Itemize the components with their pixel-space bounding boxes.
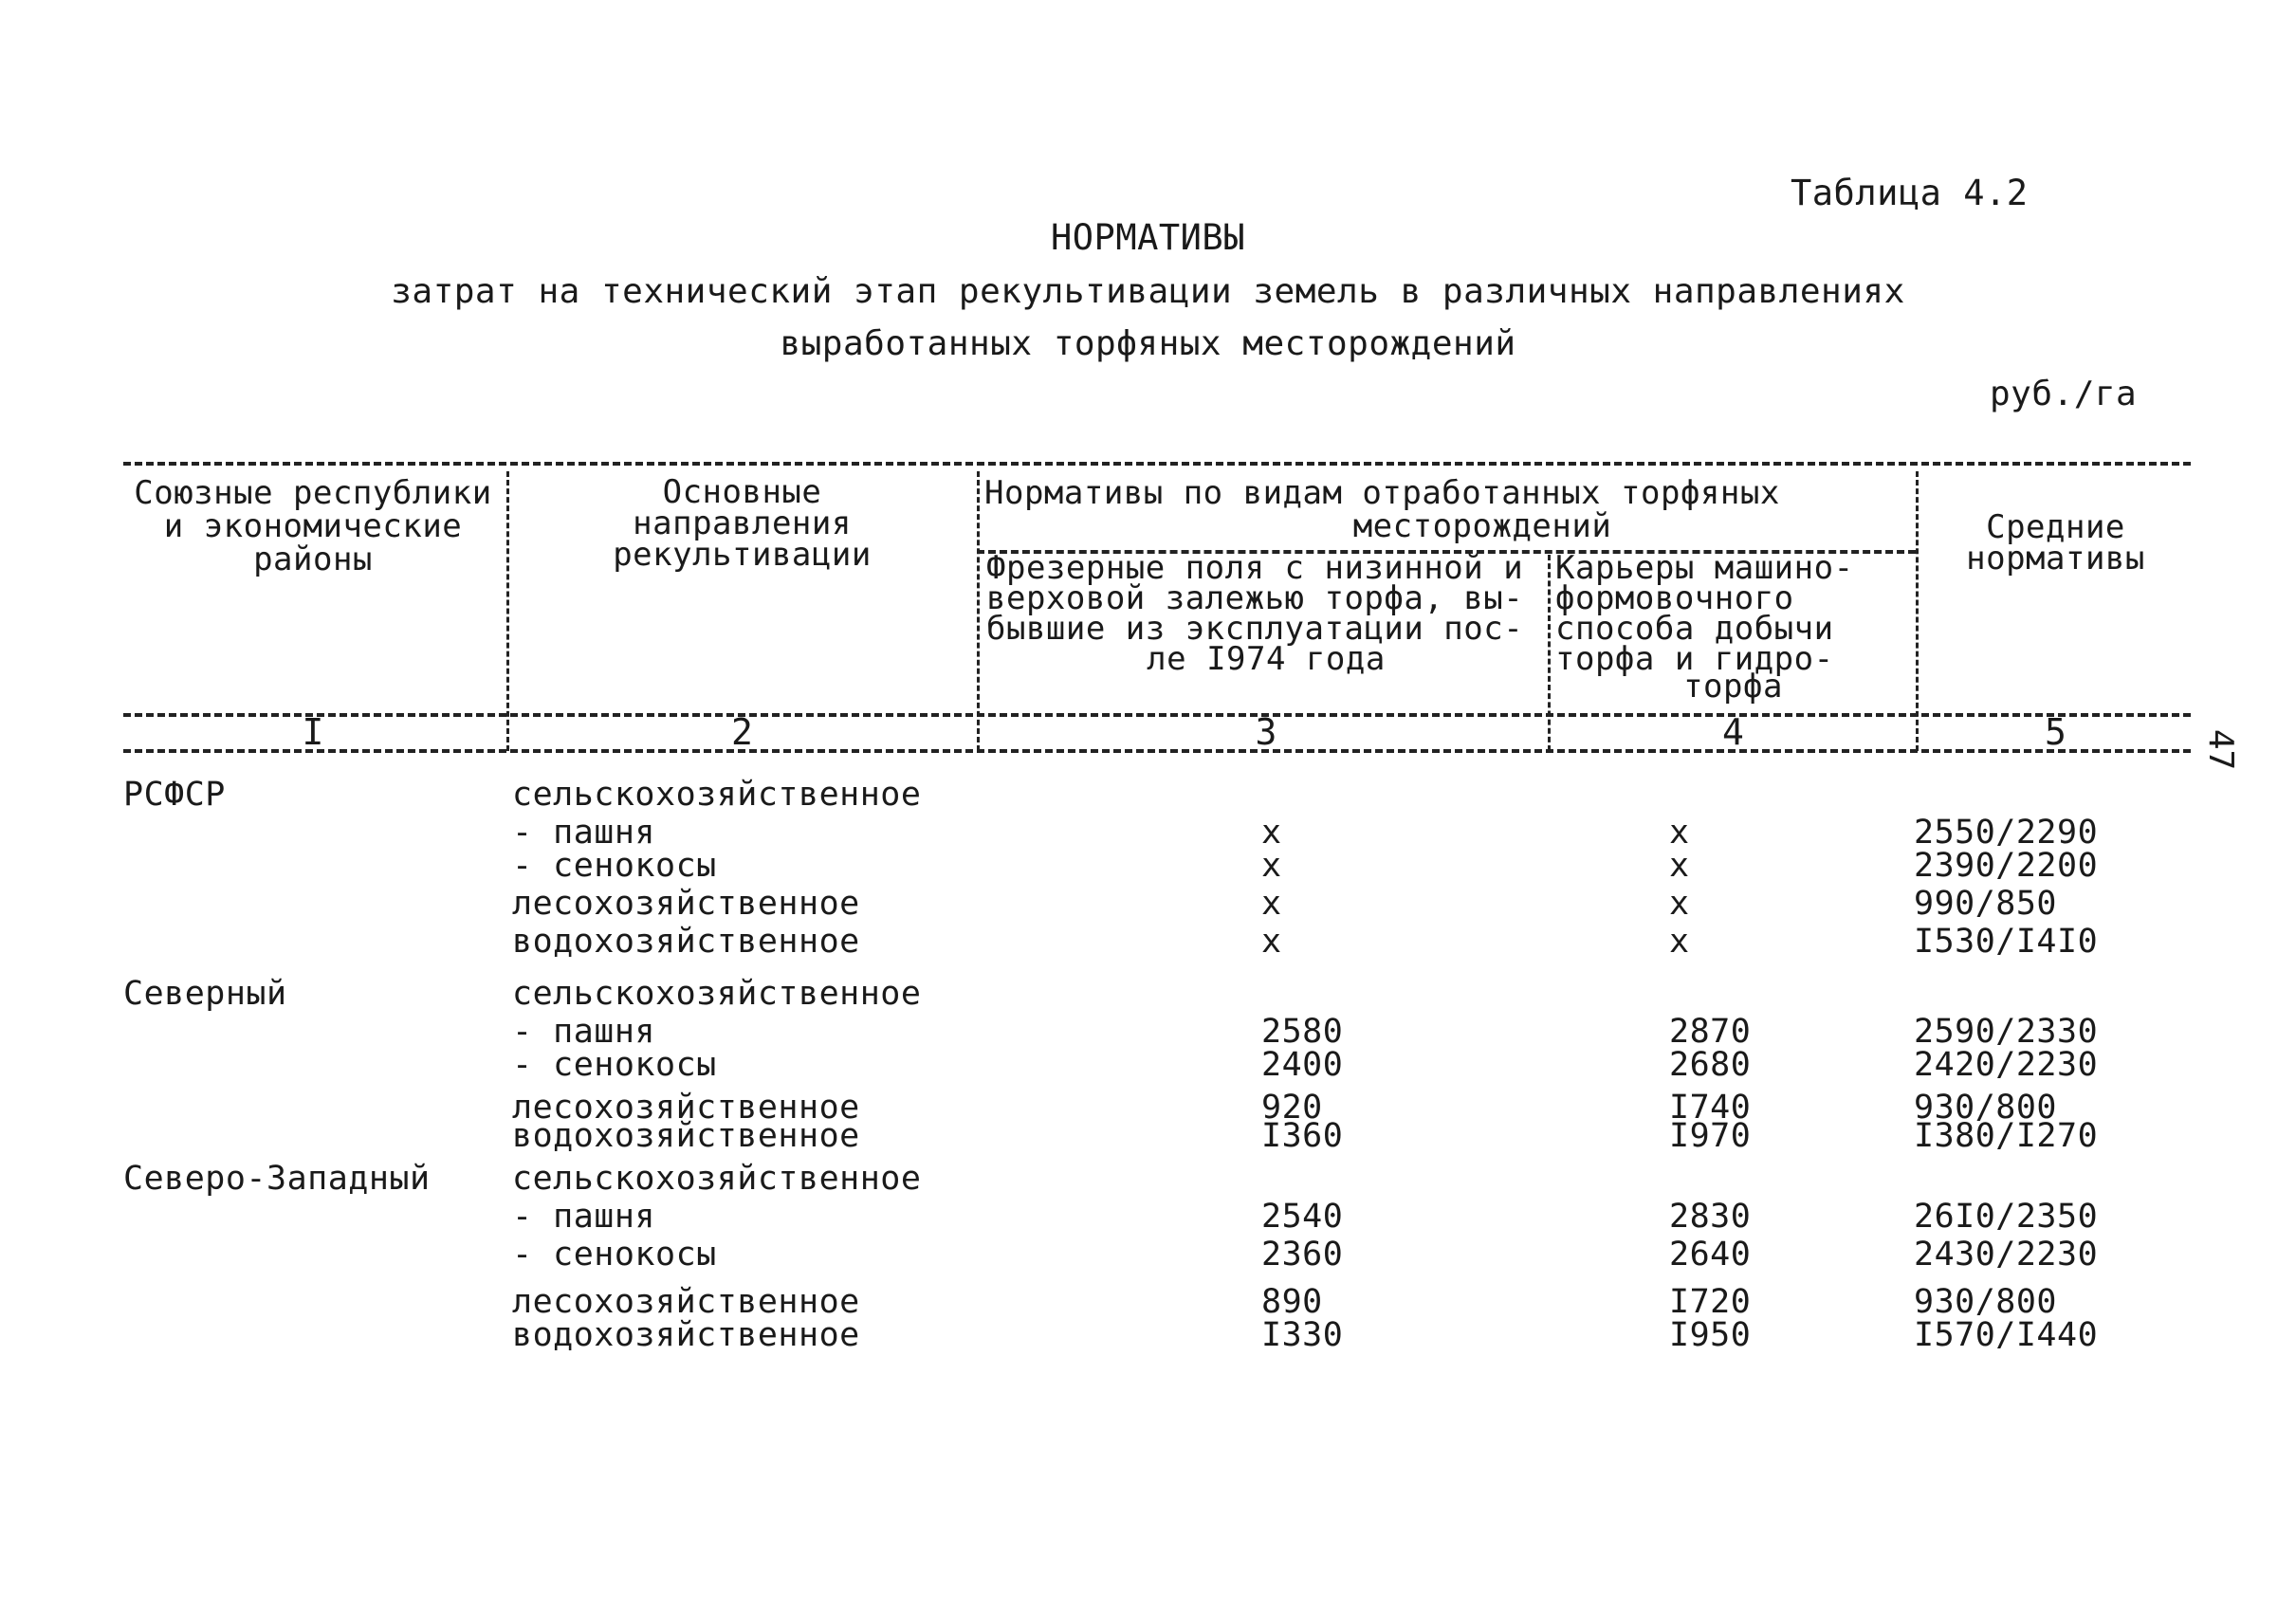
cell-direction: - пашня	[512, 1013, 656, 1051]
header-group	[984, 474, 1914, 545]
cell-value-col5: 2590/2330	[1914, 1013, 2099, 1051]
page-number: 47	[2201, 728, 2241, 771]
cell-value-col3: 2580	[1261, 1013, 1344, 1051]
header-col1-line: и экономические	[163, 507, 463, 545]
table-row	[0, 1119, 2296, 1153]
cell-value-col4: I740	[1669, 1089, 1752, 1127]
table-row	[0, 1015, 2296, 1049]
table-row	[0, 778, 2296, 812]
header-col4-line: торфа	[1683, 668, 1783, 706]
header-col5-line: Средние	[1986, 508, 2125, 546]
table-row	[0, 849, 2296, 883]
cell-value-col4: х	[1669, 814, 1690, 852]
header-col1-line: Союзные республики	[134, 474, 492, 512]
cell-value-col5: I380/I270	[1914, 1117, 2099, 1155]
cell-value-col5: I530/I4I0	[1914, 923, 2099, 961]
column-number-3: 3	[1255, 711, 1277, 753]
column-number-5: 5	[2045, 711, 2066, 753]
document-title: НОРМАТИВЫ	[1051, 217, 1245, 258]
cell-value-col5: 930/800	[1914, 1089, 2058, 1127]
header-col4-line: формовочного	[1555, 579, 1794, 617]
column-number-4: 4	[1722, 711, 1744, 753]
cell-direction: - пашня	[512, 814, 656, 852]
col-separator-3	[1548, 555, 1551, 751]
cell-value-col5: 26I0/2350	[1914, 1198, 2099, 1236]
cell-direction: - пашня	[512, 1198, 656, 1236]
header-col4	[1555, 549, 1911, 706]
cell-value-col3: 2360	[1261, 1236, 1344, 1274]
cell-region: Северный	[123, 975, 287, 1013]
cell-value-col5: 2430/2230	[1914, 1236, 2099, 1274]
units-label: руб./га	[1990, 375, 2138, 413]
header-col4-line: торфа и гидро-	[1555, 640, 1834, 678]
cell-direction: - сенокосы	[512, 1046, 717, 1084]
table-row	[0, 1200, 2296, 1234]
header-col3-line: Фрезерные поля с низинной и	[986, 549, 1524, 587]
column-number-2: 2	[731, 711, 753, 753]
header-col3-line: бывшие из эксплуатации пос-	[986, 610, 1524, 648]
cell-value-col4: 2640	[1669, 1236, 1752, 1274]
cell-direction: водохозяйственное	[512, 1117, 860, 1155]
header-col3-line: ле I974 года	[1147, 640, 1386, 678]
cell-region: РСФСР	[123, 776, 226, 814]
table-row	[0, 1318, 2296, 1352]
cell-value-col3: 890	[1261, 1283, 1323, 1321]
cell-direction: лесохозяйственное	[512, 1089, 860, 1127]
header-col2	[512, 473, 972, 574]
cell-value-col4: х	[1669, 885, 1690, 923]
table-row	[0, 887, 2296, 921]
table-row	[0, 1237, 2296, 1272]
header-col4-line: Карьеры машино-	[1555, 549, 1854, 587]
header-col1-line: районы	[253, 541, 373, 578]
header-col3	[986, 549, 1546, 678]
cell-value-col4: х	[1669, 847, 1690, 885]
cell-value-col5: 2390/2200	[1914, 847, 2099, 885]
cell-region: Северо-Западный	[123, 1160, 431, 1198]
cell-value-col4: I720	[1669, 1283, 1752, 1321]
cell-direction: - сенокосы	[512, 1236, 717, 1274]
cell-direction: - сенокосы	[512, 847, 717, 885]
table-top-rule	[123, 462, 2191, 466]
cell-value-col3: 2540	[1261, 1198, 1344, 1236]
cell-value-col3: х	[1261, 923, 1282, 961]
cell-direction: лесохозяйственное	[512, 885, 860, 923]
cell-value-col3: х	[1261, 847, 1282, 885]
cell-value-col4: 2830	[1669, 1198, 1752, 1236]
header-col5	[1920, 508, 2191, 577]
cell-value-col4: 2680	[1669, 1046, 1752, 1084]
table-row	[0, 1285, 2296, 1319]
table-row	[0, 816, 2296, 850]
cell-value-col3: I330	[1261, 1316, 1344, 1354]
cell-value-col4: I970	[1669, 1117, 1752, 1155]
header-group-line: месторождений	[1352, 507, 1612, 545]
col-separator-2	[977, 471, 980, 751]
column-number-1: I	[302, 711, 324, 753]
cell-direction: сельскохозяйственное	[512, 776, 922, 814]
cell-value-col5: 990/850	[1914, 885, 2058, 923]
cell-value-col5: 2420/2230	[1914, 1046, 2099, 1084]
header-col2-line: рекультивации	[613, 536, 872, 574]
cell-direction: сельскохозяйственное	[512, 1160, 922, 1198]
cell-value-col4: 2870	[1669, 1013, 1752, 1051]
cell-direction: водохозяйственное	[512, 923, 860, 961]
cell-direction: лесохозяйственное	[512, 1283, 860, 1321]
cell-value-col3: х	[1261, 885, 1282, 923]
col-separator-4	[1916, 471, 1919, 751]
cell-value-col5: 2550/2290	[1914, 814, 2099, 852]
table-row	[0, 925, 2296, 959]
header-group-line: Нормативы по видам отработанных торфяных	[984, 474, 1780, 512]
cell-value-col4: I950	[1669, 1316, 1752, 1354]
table-row	[0, 1048, 2296, 1082]
header-col2-line: Основные	[662, 473, 822, 511]
cell-value-col5: I570/I440	[1914, 1316, 2099, 1354]
header-col3-line: верховой залежью торфа, вы-	[986, 579, 1524, 617]
cell-value-col3: 2400	[1261, 1046, 1344, 1084]
document-subtitle-line2: выработанных торфяных месторождений	[780, 324, 1516, 363]
table-row	[0, 977, 2296, 1011]
cell-direction: сельскохозяйственное	[512, 975, 922, 1013]
table-label: Таблица 4.2	[1791, 173, 2029, 213]
cell-value-col3: 920	[1261, 1089, 1323, 1127]
header-col5-line: нормативы	[1966, 540, 2145, 577]
cell-value-col5: 930/800	[1914, 1283, 2058, 1321]
document-subtitle-line1: затрат на технический этап рекультивации земель в различных направлениях	[391, 272, 1905, 311]
table-row	[0, 1162, 2296, 1196]
header-col1	[123, 474, 503, 578]
cell-value-col3: х	[1261, 814, 1282, 852]
cell-value-col3: I360	[1261, 1117, 1344, 1155]
cell-value-col4: х	[1669, 923, 1690, 961]
header-col2-line: направления	[633, 504, 852, 542]
col-separator-1	[506, 471, 509, 751]
cell-direction: водохозяйственное	[512, 1316, 860, 1354]
header-col4-line: способа добычи	[1555, 610, 1834, 648]
